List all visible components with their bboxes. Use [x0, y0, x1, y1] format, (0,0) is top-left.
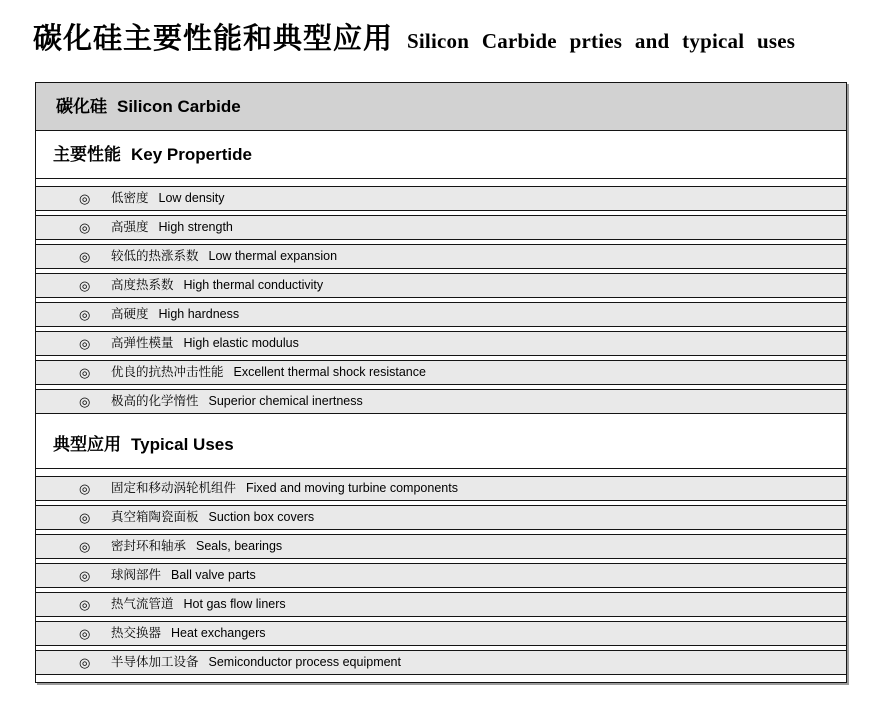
- page-title: [33, 16, 795, 57]
- table-header-en: Silicon Carbide: [117, 97, 241, 116]
- item-label-en: Low thermal expansion: [208, 249, 338, 263]
- section-heading-key-properties: [36, 131, 846, 179]
- list-item: [36, 505, 846, 530]
- list-item: [36, 186, 846, 211]
- list-item: [36, 302, 846, 327]
- item-label-en: Seals, bearings: [196, 539, 283, 553]
- typical-uses-list: [36, 469, 846, 682]
- key-properties-list: [36, 179, 846, 421]
- item-label-zh: 热交换器: [111, 626, 162, 640]
- item-label-zh: 较低的热涨系数: [111, 249, 199, 263]
- bullseye-bullet-icon: ◎: [79, 655, 91, 670]
- section-heading-en: Typical Uses: [131, 435, 234, 454]
- item-label-zh: 高强度: [111, 220, 149, 234]
- item-label-zh: 优良的抗热冲击性能: [111, 365, 224, 379]
- section-heading-typical-uses: [36, 421, 846, 469]
- bullseye-bullet-icon: ◎: [79, 481, 91, 496]
- list-item: [36, 476, 846, 501]
- section-heading-zh: 典型应用: [53, 435, 121, 454]
- item-label-en: Fixed and moving turbine components: [246, 481, 458, 495]
- bullseye-bullet-icon: ◎: [79, 510, 91, 525]
- bullseye-bullet-icon: ◎: [79, 220, 91, 235]
- page-title-zh: 碳化硅主要性能和典型应用: [33, 23, 394, 55]
- section-heading-zh: 主要性能: [53, 145, 121, 164]
- item-label-en: Suction box covers: [208, 510, 315, 524]
- list-item: [36, 650, 846, 675]
- bullseye-bullet-icon: ◎: [79, 307, 91, 322]
- table-header-zh: 碳化硅: [56, 97, 107, 116]
- bullseye-bullet-icon: ◎: [79, 394, 91, 409]
- list-item: [36, 389, 846, 414]
- item-label-zh: 热气流管道: [111, 597, 174, 611]
- item-label-en: Semiconductor process equipment: [208, 655, 401, 669]
- item-label-en: High thermal conductivity: [183, 278, 324, 292]
- list-item: [36, 592, 846, 617]
- list-item: [36, 331, 846, 356]
- item-label-zh: 固定和移动涡轮机组件: [111, 481, 237, 495]
- bullseye-bullet-icon: ◎: [79, 278, 91, 293]
- bullseye-bullet-icon: ◎: [79, 191, 91, 206]
- item-label-zh: 半导体加工设备: [111, 655, 199, 669]
- item-label-zh: 高度热系数: [111, 278, 174, 292]
- item-label-en: High elastic modulus: [183, 336, 299, 350]
- list-item: [36, 244, 846, 269]
- list-item: [36, 534, 846, 559]
- section-heading-en: Key Propertide: [131, 145, 252, 164]
- item-label-en: High hardness: [158, 307, 240, 321]
- item-label-en: Ball valve parts: [171, 568, 256, 582]
- bullseye-bullet-icon: ◎: [79, 365, 91, 380]
- item-label-en: High strength: [158, 220, 233, 234]
- bullseye-bullet-icon: ◎: [79, 597, 91, 612]
- properties-table: [35, 82, 847, 683]
- item-label-zh: 低密度: [111, 191, 149, 205]
- bullseye-bullet-icon: ◎: [79, 568, 91, 583]
- bullseye-bullet-icon: ◎: [79, 539, 91, 554]
- list-item: [36, 563, 846, 588]
- list-item: [36, 215, 846, 240]
- item-label-zh: 高弹性模量: [111, 336, 174, 350]
- bullseye-bullet-icon: ◎: [79, 626, 91, 641]
- list-item: [36, 273, 846, 298]
- table-header: [36, 83, 846, 131]
- item-label-en: Low density: [158, 191, 225, 205]
- bullseye-bullet-icon: ◎: [79, 249, 91, 264]
- list-item: [36, 360, 846, 385]
- item-label-en: Superior chemical inertness: [208, 394, 363, 408]
- list-item: [36, 621, 846, 646]
- item-label-zh: 真空箱陶瓷面板: [111, 510, 199, 524]
- page-title-en: Silicon Carbide prties and typical uses: [407, 29, 796, 53]
- bullseye-bullet-icon: ◎: [79, 336, 91, 351]
- item-label-en: Hot gas flow liners: [183, 597, 286, 611]
- item-label-zh: 高硬度: [111, 307, 149, 321]
- item-label-zh: 密封环和轴承: [111, 539, 187, 553]
- item-label-en: Excellent thermal shock resistance: [233, 365, 426, 379]
- item-label-en: Heat exchangers: [171, 626, 266, 640]
- item-label-zh: 球阀部件: [111, 568, 162, 582]
- item-label-zh: 极高的化学惰性: [111, 394, 199, 408]
